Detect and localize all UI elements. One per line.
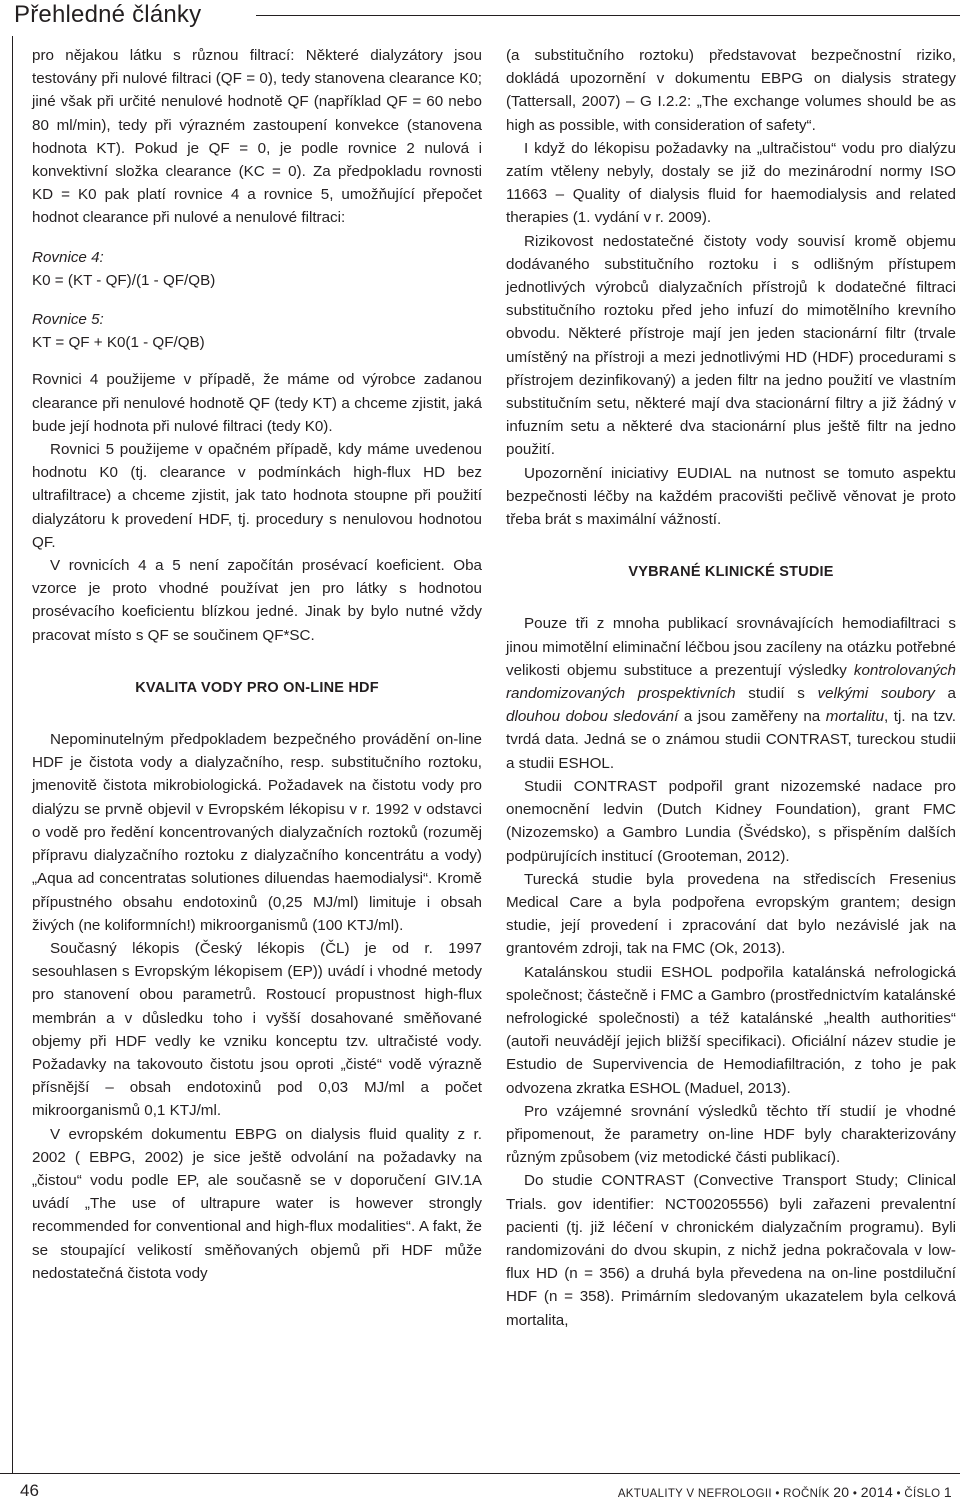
paragraph: V rovnicích 4 a 5 není započítán prosévací koeficient. Oba vzorce je proto vhodné používat jen pro látky s hodnotou prosévacího koeficientu blízkou jedné. Jinak by bylo nutné vždy pracovat místo s QF se součinem QF*SC. [32,557,482,644]
journal-name: AKTUALITY V NEFROLOGII [617,1488,772,1500]
section-heading: VYBRANÉ KLINICKÉ STUDIE [628,564,834,581]
right-column [506,44,956,1332]
paragraph: Současný lékopis (Český lékopis (ČL) je od r. 1997 sesouhlasen s Evropským lékopisem (EP)) uvádí i vhodné metody pro stanovení obou parametrů. Rostoucí propustnost high-flux membrán a v důsledku toho i vyšší dosahované směňované objemy při HDF vedly ke vzniku konceptu tzv. ultračisté vody. Požadavky na takovouto čistotu jsou oproti „čisté“ vodě výrazně přísnější – obsah endotoxinů pod 0,03 MJ/ml a počet mikroorganismů 0,1 KTJ/ml. [32,939,482,1120]
paragraph: Nepominutelným předpokladem bezpečného provádění on-line HDF je čistota vody a dialyzačního, resp. substitučního roztoku, jmenovitě čistota mikrobiologická. Požadavek na čistotu vody pro dialýzu se prvně objevil v Evropském lékopisu v r. 1992 v odstavci o vodě pro ředění koncentrovaných dialyzačních roztoků (rozuměj přípravu dialyzačního roztoku z dialyzačního koncentrátu a vody) „Aqua ad concentratas solutiones diluendas haemodialysi“. Kromě přípustného obsahu endotoxinů (0,25 MJ/ml) limituje i obsah živých (ne koliformních!) mikroorganismů (100 KTJ/ml). [32,731,482,934]
paragraph: pro nějakou látku s různou filtrací: Některé dialyzátory jsou testovány při nulové filtraci (QF = 0), tedy stanovena clearance K0; jiné však při určité nenulové hodnotě QF (například QF = 60 nebo 80 ml/min), tedy při výrazném zastoupení konvekce (stanovena hodnota KT). Pokud je QF = 0, je podle rovnice 2 nulová i konvektivní složka clearance (KC = 0). Za předpokladu rovnosti KD = K0 pak platí rovnice 4 a rovnice 5, umožňující přepočet hodnot clearance při nulové a nenulové filtraci: [32,47,482,227]
paragraph: Studii CONTRAST podpořil grant nizozemské nadace pro onemocnění ledvin (Dutch Kidney Foundation), grant FMC (Nizozemsko) a Gambro Lundia (Švédsko), s přispěním dalších podpürujících institucí (Grooteman, 2012). [506,777,956,865]
equation-label: Rovnice 5: [32,311,104,329]
paragraph: (a substitučního roztoku) představovat bezpečnostní riziko, dokládá upozornění v dokumentu EBPG on dialysis strategy (Tattersall, 2007) – G I.2.2: „The exchange volumes should be as high as possible, with consideration of safety“. [506,47,956,134]
paragraph: V evropském dokumentu EBPG on dialysis fluid quality z r. 2002 ( EBPG, 2002) je sice ještě odvolání na požadavky na „čistou“ vodu podle EP, ale současně se v doporučení GIV.1A uvádí „The use of ultrapure water is however strongly recommended for conventional and high-flux modalities“. A fakt, že se stoupající velikostí směňovaných objemů při HDF může nedostatečná čistota vody [32,1125,482,1282]
paragraph: Rovnici 4 použijeme v případě, že máme od výrobce zadanou clearance při nenulové hodnotě QF (tedy KT) a chceme zjistit, jaká bude její hodnota při nulové filtraci (tedy K0). [32,371,482,435]
paragraph: Pro vzájemné srovnání výsledků těchto tří studií je vhodné připomenout, že parametry on-line HDF byly charakterizovány různým způsobem (viz metodické části publikací). [506,1102,956,1167]
year: 2014 [860,1484,894,1500]
section-heading: KVALITA VODY PRO ON-LINE HDF [135,679,379,696]
page-header [0,0,960,36]
footer-rule [0,1473,960,1474]
section-title: Přehledné články [14,1,202,28]
paragraph: I když do lékopisu požadavky na „ultračistou“ vodu pro dialýzu zatím vtěleny nebyly, dostaly se již do mezinárodní normy ISO 11663 – Quality of dialysis fluid for haemodialysis and related therapies (1. vydání v r. 2009). [506,139,956,227]
left-column [32,44,482,1285]
paragraph: Upozornění iniciativy EUDIAL na nutnost se tomuto aspektu bezpečnosti léčby na každém pracovišti pečlivě věnovat je proto třeba brát s maximální vážností. [506,464,956,529]
page-footer [0,1473,960,1505]
paragraph: Rizikovost nedostatečné čistoty vody souvisí kromě objemu dodávaného substitučního roztoku i s odlišným přístupem jednotlivých výrobců dialyzačních přístrojů k dodatečné filtraci substitučního roztoku před jeho infuzí do mimotělního krevního obvodu. Některé přístroje mají jen jeden stacionární filtr (trvale umístěný na přístroji a mezi jednotlivými HD (HDF) procedurami s přístrojem dezinfikovaný) a jeden filtr na jedno použití ve vlastním substitučním setu, některé mají dva stacionární filtry a již žádný v infuzním setu a některé dva stacionární plus ještě filtr na jedno použití. [506,232,956,459]
paragraph: Katalánskou studii ESHOL podpořila katalánská nefrologická společnost; částečně i FMC a Gambro (prostřednictvím katalánské nefrologické společnosti) a též katalánské „health authorities“ (autoři neuvádějí jejich bližší specifikaci). Oficiální název studie je Estudio de Supervivencia de Hemodiafiltración, z toho je pak odvozena zkratka ESHOL (Maduel, 2013). [506,963,956,1097]
journal-info: AKTUALITY V NEFROLOGII • ROČNÍK 20 • 2014 • ČÍSLO 1 [617,1484,952,1500]
equation-label: Rovnice 4: [32,248,104,266]
issue-number: 1 [943,1484,952,1500]
paragraph: Pouze tři z mnoha publikací srovnávajících hemodiafiltraci s jinou mimotělní eliminační léčbou jsou zacíleny na otázku potřebné velikosti objemu substituce a prezentují výsledky kontrolovaných randomizovaných prospektivních studií s velkými soubory a dlouhou dobou sledování a jsou zaměřeny na mortalitu, tj. na tzv. tvrdá data. Jedná se o známou studii CONTRAST, tureckou studii a studii ESHOL. [506,615,956,772]
equation: KT = QF + K0(1 - QF/QB) [32,334,205,352]
paragraph: Turecká studie byla provedena na střediscích Fresenius Medical Care a byla podpořena evropským grantem; design studie, její provedení i zpracování dat bylo nezávislé jak na grantovém zdroji, tak na FMC (Ok, 2013). [506,870,956,958]
equation: K0 = (KT - QF)/(1 - QF/QB) [32,271,216,289]
paragraph: Do studie CONTRAST (Convective Transport Study; Clinical Trials. gov identifier: NCT00205556) byli zařazeni prevalentní pacienti (tj. již léčení v chronickém dialyzačním programu). Byli randomizováni do dvou skupin, z nichž jedna pokračovala v low-flux HD (n = 356) a druhá byla převedena na on-line postdiluční HDF (n = 358). Primárním sledovaným ukazatelem byla celková mortalita, [506,1172,956,1329]
page-number: 46 [20,1481,39,1500]
volume-number: 20 [833,1484,850,1500]
paragraph: Rovnici 5 použijeme v opačném případě, kdy máme uvedenou hodnotu K0 (tj. clearance v podmínkách high-flux HD bez ultrafiltrace) a chceme zjistit, jak tato hodnota stoupne při použití dialyzátoru k provedení HDF, tj. procedury s nenulovou hodnotou QF. [32,441,482,551]
left-margin-rule [12,36,13,1473]
